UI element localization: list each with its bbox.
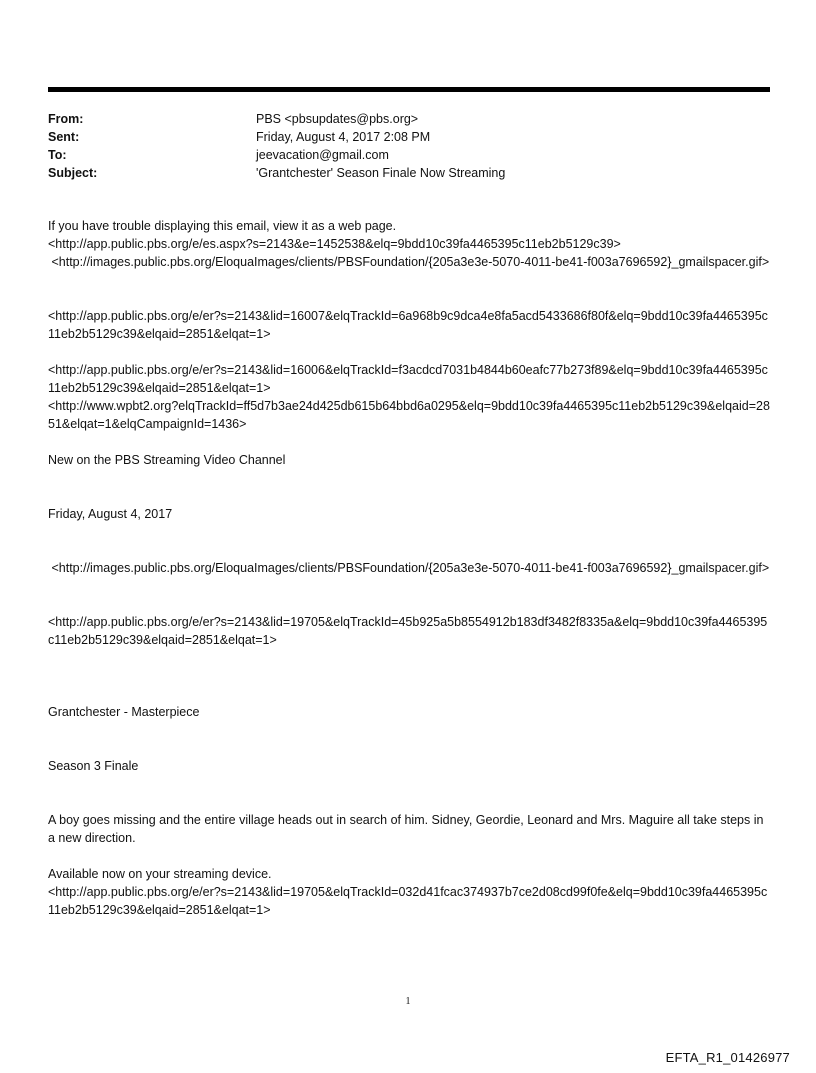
season-line: Season 3 Finale (48, 759, 139, 773)
document-id: EFTA_R1_01426977 (665, 1050, 790, 1065)
spacer-image-link[interactable]: <http://images.public.pbs.org/EloquaImages/clients/PBSFoundation/{205a3e3e-5070-4011-be41-f003a7696592}_gmailspacer.gif> (48, 255, 770, 269)
to-value: jeevacation@gmail.com (256, 148, 389, 162)
synopsis: A boy goes missing and the entire village heads out in search of him. Sidney, Geordie, Leonard and Mrs. Maguire all take steps in a new direction. (48, 813, 764, 845)
to-row (48, 146, 768, 164)
wpbt2-link[interactable]: <http://www.wpbt2.org?elqTrackId=ff5d7b3ae24d425db615b64bbd6a0295&elq=9bdd10c39fa4465395c11eb2b5129c39&elqaid=2851&elqat=1&elqCampaignId=1436> (48, 399, 770, 431)
spacer-image-link-2[interactable]: <http://images.public.pbs.org/EloquaImages/clients/PBSFoundation/{205a3e3e-5070-4011-be41-f003a7696592}_gmailspacer.gif> (48, 561, 770, 575)
page-number: 1 (405, 996, 411, 1007)
tracking-link-16006[interactable]: <http://app.public.pbs.org/e/er?s=2143&lid=16006&elqTrackId=f3acdcd7031b4844b60eafc77b273f89&elq=9bdd10c39fa4465395c11eb2b5129c39&elqaid=2851&elqat=1> (48, 363, 768, 395)
tracking-link-19705-a[interactable]: <http://app.public.pbs.org/e/er?s=2143&lid=19705&elqTrackId=45b925a5b8554912b183df3482f8335a&elq=9bdd10c39fa4465395c11eb2b5129c39&elqaid=2851&elqat=1> (48, 615, 768, 647)
sent-label: Sent: (48, 130, 80, 144)
tracking-link-19705-b[interactable]: <http://app.public.pbs.org/e/er?s=2143&lid=19705&elqTrackId=032d41fcac374937b7ce2d08cd99f0fe&elq=9bdd10c39fa4465395c11eb2b5129c39&elqaid=2851&elqat=1> (48, 885, 768, 917)
from-row (48, 110, 768, 128)
sent-row (48, 128, 768, 146)
show-title: Grantchester - Masterpiece (48, 705, 200, 719)
email-header (48, 110, 768, 182)
subject-row (48, 164, 768, 182)
header-rule (48, 87, 770, 92)
to-label: To: (48, 148, 67, 162)
from-value: PBS <pbsupdates@pbs.org> (256, 112, 419, 126)
email-body (48, 217, 772, 919)
date-line: Friday, August 4, 2017 (48, 507, 173, 521)
new-on-heading: New on the PBS Streaming Video Channel (48, 453, 286, 467)
from-label: From: (48, 112, 84, 126)
trouble-text: If you have trouble displaying this email, view it as a web page. (48, 219, 397, 233)
webpage-link[interactable]: <http://app.public.pbs.org/e/es.aspx?s=2143&e=1452538&elq=9bdd10c39fa4465395c11eb2b5129c39> (48, 237, 621, 251)
subject-label: Subject: (48, 166, 98, 180)
sent-value: Friday, August 4, 2017 2:08 PM (256, 130, 431, 144)
subject-value: 'Grantchester' Season Finale Now Streaming (256, 166, 506, 180)
tracking-link-16007[interactable]: <http://app.public.pbs.org/e/er?s=2143&lid=16007&elqTrackId=6a968b9c9dca4e8fa5acd5433686f80f&elq=9bdd10c39fa4465395c11eb2b5129c39&elqaid=2851&elqat=1> (48, 309, 768, 341)
available-line: Available now on your streaming device. (48, 867, 272, 881)
